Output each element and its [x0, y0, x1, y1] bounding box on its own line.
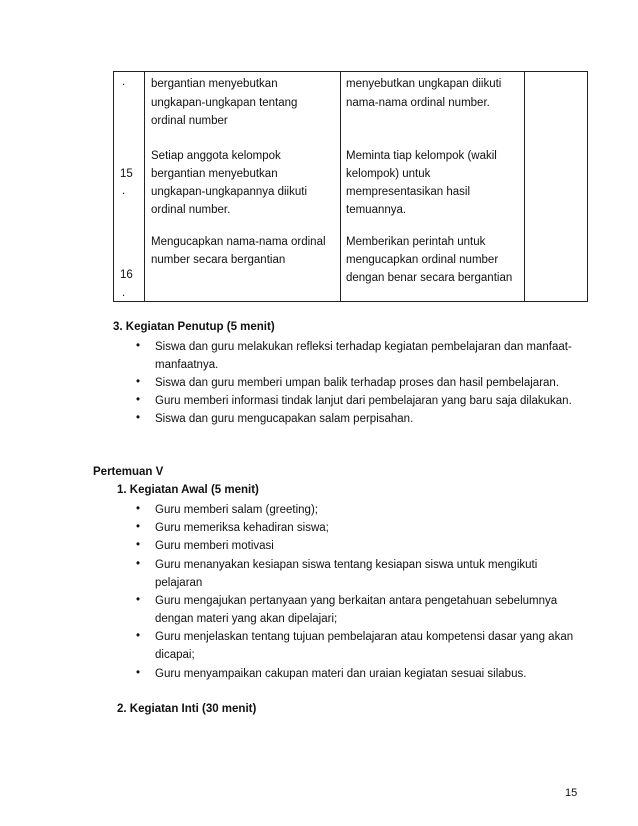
- student-activity-line: ungkapan-ungkapan tentang: [151, 97, 298, 109]
- teacher-activity-line: Meminta tiap kelompok (wakil: [346, 150, 497, 162]
- student-activity-line: Setiap anggota kelompok: [151, 150, 281, 162]
- section-title-penutup: 3. Kegiatan Penutup (5 menit): [113, 321, 275, 333]
- bullet-icon: •: [136, 558, 141, 570]
- list-item-text: Siswa dan guru melakukan refleksi terhadap kegiatan pembelajaran dan manfaat-: [155, 341, 572, 353]
- list-item-text: Guru menjelaskan tentang tujuan pembelajaran atau kompetensi dasar yang akan: [155, 631, 574, 643]
- bullet-icon: •: [136, 521, 141, 533]
- teacher-activity-line: mempresentasikan hasil: [346, 186, 471, 198]
- list-item-text: manfaatnya.: [155, 359, 219, 371]
- student-activity-line: bergantian menyebutkan: [151, 168, 278, 180]
- student-activity-line: number secara bergantian: [151, 254, 286, 266]
- row-number-text: 16: [120, 269, 133, 281]
- teacher-activity-line: kelompok) untuk: [346, 168, 431, 180]
- student-activity-line: bergantian menyebutkan: [151, 78, 278, 90]
- bullet-icon: •: [136, 630, 141, 642]
- table-cell-teacher-activity: [341, 72, 525, 302]
- bullet-icon: •: [136, 503, 141, 515]
- row-number-text: .: [122, 185, 126, 197]
- student-activity-line: ordinal number: [151, 115, 228, 127]
- bullet-icon: •: [136, 594, 141, 606]
- list-item-text: Guru mengajukan pertanyaan yang berkaitan antara pengetahuan sebelumnya: [155, 595, 558, 607]
- teacher-activity-line: mengucapkan ordinal number: [346, 254, 499, 266]
- row-number-text: 15: [120, 168, 133, 180]
- bullet-icon: •: [136, 412, 141, 424]
- list-item-text: Siswa dan guru memberi umpan balik terhadap proses dan hasil pembelajaran.: [155, 377, 560, 389]
- teacher-activity-line: menyebutkan ungkapan diikuti: [346, 78, 502, 90]
- meeting-heading: Pertemuan V: [93, 466, 164, 478]
- teacher-activity-line: dengan benar secara bergantian: [346, 272, 513, 284]
- bullet-icon: •: [136, 376, 141, 388]
- teacher-activity-line: nama-nama ordinal number.: [346, 97, 490, 109]
- list-item-text: Guru menyampaikan cakupan materi dan uraian kegiatan sesuai silabus.: [155, 668, 527, 680]
- student-activity-line: Mengucapkan nama-nama ordinal: [151, 236, 326, 248]
- list-item-text: Guru memberi salam (greeting);: [155, 504, 318, 516]
- student-activity-line: ungkapan-ungkapannya diikuti: [151, 186, 308, 198]
- teacher-activity-line: Memberikan perintah untuk: [346, 236, 486, 248]
- table-cell-number: [114, 72, 145, 302]
- list-item-text: dengan materi yang akan dipelajari;: [155, 613, 338, 625]
- teacher-activity-line: temuannya.: [346, 204, 407, 216]
- list-item-text: Guru memeriksa kehadiran siswa;: [155, 522, 329, 534]
- list-item-text: Guru memberi informasi tindak lanjut dari pembelajaran yang baru saja dilakukan.: [155, 395, 572, 407]
- section-title-awal: 1. Kegiatan Awal (5 menit): [117, 484, 259, 496]
- list-item-text: Guru menanyakan kesiapan siswa tentang kesiapan siswa untuk mengikuti: [155, 559, 538, 571]
- list-item-text: Siswa dan guru mengucapakan salam perpisahan.: [155, 413, 414, 425]
- bullet-icon: •: [136, 394, 141, 406]
- student-activity-line: ordinal number.: [151, 204, 231, 216]
- bullet-icon: •: [136, 340, 141, 352]
- row-number-text: .: [122, 287, 126, 299]
- table-cell-student-activity: [145, 72, 341, 302]
- table-cell-empty: [525, 72, 588, 302]
- page-number: 15: [565, 787, 578, 799]
- bullet-icon: •: [136, 667, 141, 679]
- bullet-icon: •: [136, 539, 141, 551]
- section-title-inti: 2. Kegiatan Inti (30 menit): [117, 703, 257, 715]
- list-item-text: pelajaran: [155, 577, 203, 589]
- activity-table: [113, 71, 588, 302]
- list-item-text: dicapai;: [155, 649, 195, 661]
- list-item-text: Guru memberi motivasi: [155, 540, 274, 552]
- row-number-text: .: [122, 76, 126, 88]
